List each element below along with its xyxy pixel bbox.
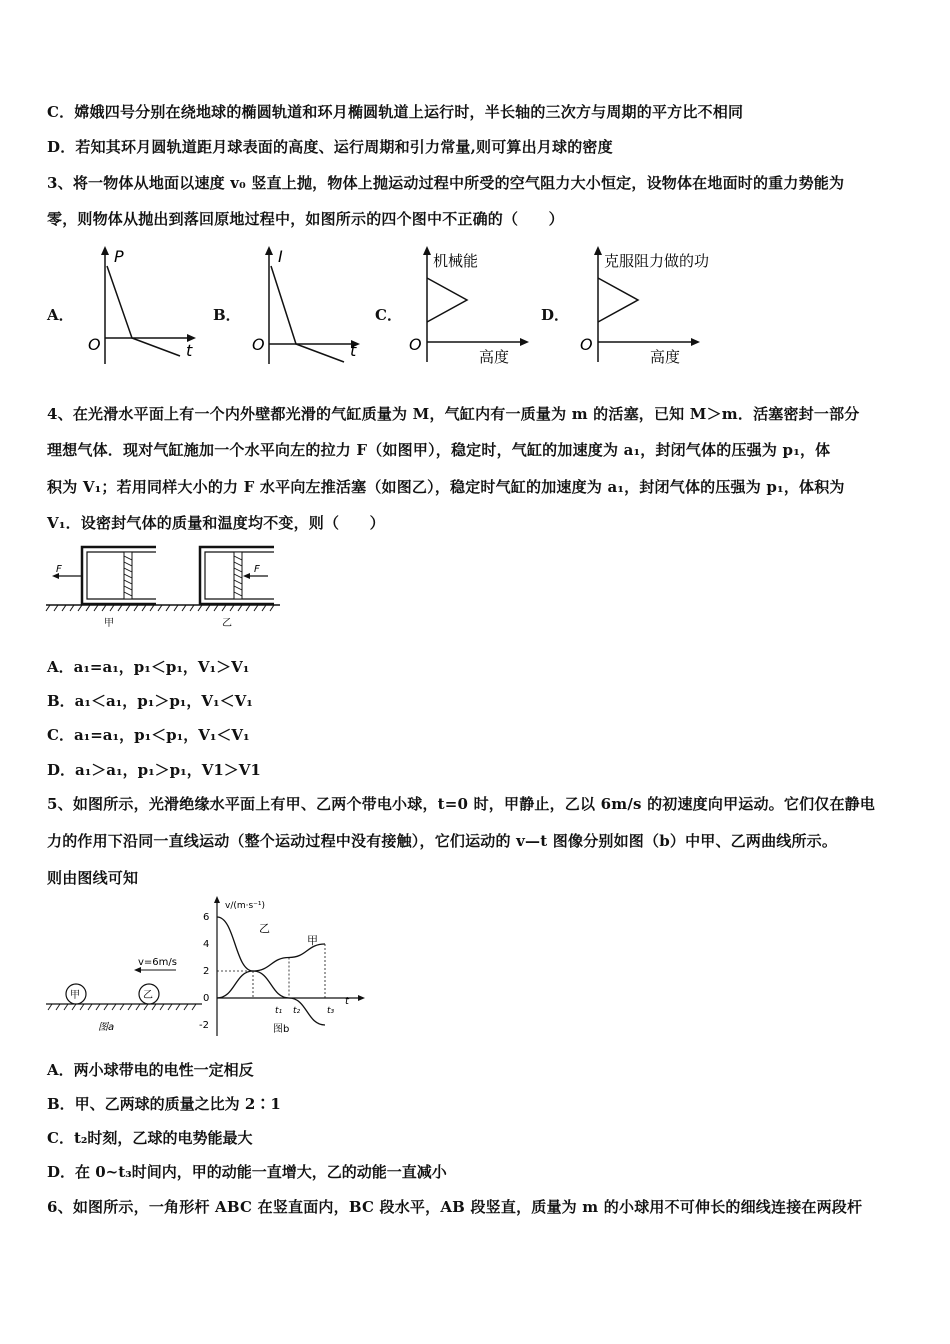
vt-axis-label: v/(m·s⁻¹): [225, 901, 266, 911]
vt-tick-0: 0: [203, 993, 210, 1004]
q4-stem-line2: 理想气体．现对气缸施加一个水平向左的拉力 F（如图甲），稳定时，气缸的加速度为 a₁，封闭气体的压强为 p₁，体: [47, 441, 831, 459]
q5-caption-a: 图a: [98, 1022, 115, 1033]
q3-option-d-label: D．: [541, 306, 570, 324]
q4-cylinder-figure: [44, 542, 284, 634]
vt-tick-t2: t₂: [293, 1006, 301, 1016]
q3-graph-c: [405, 244, 535, 370]
q3-a-origin: O: [88, 335, 101, 354]
q2-option-c: C．嫦娥四号分别在绕地球的椭圆轨道和环月椭圆轨道上运行时，半长轴的三次方与周期的平方比不相同: [47, 103, 744, 121]
q2-option-d: D．若知其环月圆轨道距月球表面的高度、运行周期和引力常量,则可算出月球的密度: [47, 138, 613, 156]
q3-stem-line1: 3、将一物体从地面以速度 v₀ 竖直上抛，物体上抛运动过程中所受的空气阻力大小恒定，设物体在地面时的重力势能为: [47, 174, 845, 192]
vt-t-label: t: [345, 996, 349, 1007]
q3-graph-d: [576, 244, 736, 370]
q3-d-ylabel: 克服阻力做的功: [604, 252, 710, 270]
q4-stem-line3: 积为 V₁；若用同样大小的力 F 水平向左推活塞（如图乙），稳定时气缸的加速度为 a₁，封闭气体的压强为 p₁，体积为: [47, 478, 845, 496]
q3-c-xlabel: 高度: [479, 348, 510, 366]
q5-option-a: A．两小球带电的电性一定相反: [47, 1061, 254, 1079]
vt-tick-4: 4: [203, 939, 210, 950]
q3-option-a-label: A．: [47, 306, 74, 324]
q3-d-origin: O: [580, 335, 593, 354]
q5-stem-line3: 则由图线可知: [47, 869, 139, 887]
q4-force-right: F: [254, 564, 260, 575]
q5-option-c: C．t₂时刻，乙球的电势能最大: [47, 1129, 253, 1147]
q4-option-a: A．a₁=a₁，p₁＜p₁，V₁＞V₁: [47, 658, 250, 676]
q3-c-origin: O: [409, 335, 422, 354]
q4-caption-left: 甲: [104, 618, 114, 629]
q5-caption-b: 图b: [273, 1024, 290, 1035]
q4-force-left: F: [56, 564, 62, 575]
q4-stem-line1: 4、在光滑水平面上有一个内外壁都光滑的气缸质量为 M，气缸内有一质量为 m 的活塞，已知 M＞m．活塞密封一部分: [47, 405, 860, 423]
q3-c-ylabel: 机械能: [433, 252, 479, 270]
vt-tick-t1: t₁: [275, 1006, 283, 1016]
q6-stem-line1: 6、如图所示，一角形杆 ABC 在竖直面内，BC 段水平，AB 段竖直，质量为 m 的小球用不可伸长的细线连接在两段杆: [47, 1198, 863, 1216]
vt-curve-yi-label: 乙: [259, 922, 270, 935]
q3-d-xlabel: 高度: [650, 348, 681, 366]
q3-graph-b: [244, 244, 364, 370]
q4-option-b: B．a₁＜a₁，p₁＞p₁，V₁＜V₁: [47, 692, 253, 710]
q5-stem-line1: 5、如图所示，光滑绝缘水平面上有甲、乙两个带电小球，t=0 时，甲静止，乙以 6m/s 的初速度向甲运动。它们仅在静电: [47, 795, 876, 813]
q3-a-t: t: [186, 341, 193, 360]
vt-curve-jia-label: 甲: [307, 934, 318, 947]
q3-option-c-label: C．: [375, 306, 402, 324]
q3-graph-a: [80, 244, 200, 370]
q4-option-d: D．a₁＞a₁，p₁＞p₁，V1＞V1: [47, 761, 261, 779]
q5-ball-jia-label: 甲: [70, 990, 80, 1001]
q5-stem-line2: 力的作用下沿同一直线运动（整个运动过程中没有接触），它们运动的 v—t 图像分别如图（b）中甲、乙两曲线所示。: [47, 832, 838, 850]
vt-tick-t3: t₃: [327, 1006, 335, 1016]
q5-vt-chart: [195, 894, 375, 1040]
vt-tick-2: 2: [203, 966, 210, 977]
q5-speed-label: v=6m/s: [138, 957, 177, 968]
q5-figure-a: [44, 950, 204, 1036]
q3-b-ylabel: I: [278, 247, 283, 266]
q3-option-b-label: B．: [213, 306, 241, 324]
q4-caption-right: 乙: [222, 618, 232, 629]
q4-option-c: C．a₁=a₁，p₁＜p₁，V₁＜V₁: [47, 726, 250, 744]
q3-b-origin: O: [252, 335, 265, 354]
q5-option-d: D．在 0~t₃时间内，甲的动能一直增大，乙的动能一直减小: [47, 1163, 447, 1181]
q3-a-ylabel: P: [114, 247, 124, 266]
q3-stem-line2: 零，则物体从抛出到落回原地过程中，如图所示的四个图中不正确的（ ）: [47, 210, 564, 228]
vt-tick-6: 6: [203, 912, 210, 923]
q4-stem-line4: V₁．设密封气体的质量和温度均不变，则（ ）: [47, 514, 385, 532]
q3-b-t: t: [350, 341, 357, 360]
q5-option-b: B．甲、乙两球的质量之比为 2∶1: [47, 1095, 281, 1113]
q5-ball-yi-label: 乙: [143, 990, 153, 1001]
vt-tick-neg2: -2: [199, 1020, 209, 1031]
